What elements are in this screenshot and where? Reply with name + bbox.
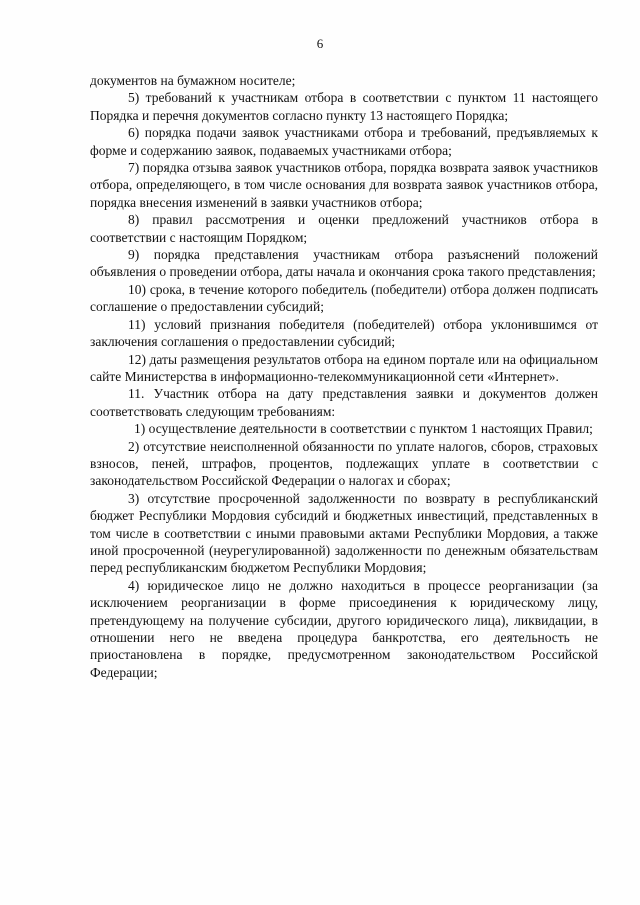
- paragraph: документов на бумажном носителе;: [90, 73, 296, 88]
- list-item: 11) условий признания победителя (победителей) отбора уклонившимся от заключения соглашения о предоставлении субсидий;: [90, 316, 598, 350]
- list-item: 2) отсутствие неисполненной обязанности по уплате налогов, сборов, страховых взносов, пеней, штрафов, процентов, подлежащих уплате в соответствии с законодательством Российской Федерации о налогах и сборах;: [90, 438, 598, 489]
- list-item: 5) требований к участникам отбора в соответствии с пунктом 11 настоящего Порядка и перечня документов согласно пункту 13 настоящего Порядка;: [90, 90, 598, 123]
- list-item: 9) порядка представления участникам отбора разъяснений положений объявления о проведении отбора, даты начала и окончания срока такого представления;: [90, 247, 598, 280]
- list-item: 3) отсутствие просроченной задолженности по возврату в республиканский бюджет Республики Мордовия субсидий и бюджетных инвестиций, представленных в том числе в соответствии с иными правовыми актами Республики Мордовия, а также иной просроченной (неурегулированной) задолженности по денежным обязательствам перед республиканским бюджетом Республики Мордовия;: [90, 490, 598, 576]
- list-item: 7) порядка отзыва заявок участников отбора, порядка возврата заявок участников отбора, определяющего, в том числе основания для возврата заявок участников отбора, порядка внесения изменений в заявки участников отбора;: [90, 160, 598, 210]
- list-item: 4) юридическое лицо не должно находиться в процессе реорганизации (за исключением реорганизации в форме присоединения к юридическому лицу, претендующему на получение субсидии, другого юридического лица), ликвидации, в отношении него не введена процедура банкротства, его деятельность не приостановлена в порядке, предусмотренном законодательством Российской Федерации;: [90, 577, 598, 680]
- section-paragraph: 11. Участник отбора на дату представления заявки и документов должен соответствовать следующим требованиям:: [90, 386, 598, 419]
- list-item: 6) порядка подачи заявок участниками отбора и требований, предъявляемых к форме и содержанию заявок, подаваемых участниками отбора;: [90, 125, 598, 158]
- page-number: 6: [316, 36, 324, 51]
- document-body: [90, 72, 598, 681]
- list-item: 8) правил рассмотрения и оценки предложений участников отбора в соответствии с настоящим Порядком;: [90, 212, 598, 245]
- list-item: 1) осуществление деятельности в соответствии с пунктом 1 настоящих Правил;: [134, 421, 593, 437]
- list-item: 12) даты размещения результатов отбора на едином портале или на официальном сайте Министерства в информационно-телекоммуникационной сети «Интернет».: [90, 351, 598, 384]
- list-item: 10) срока, в течение которого победитель (победители) отбора должен подписать соглашение о предоставлении субсидий;: [90, 281, 598, 315]
